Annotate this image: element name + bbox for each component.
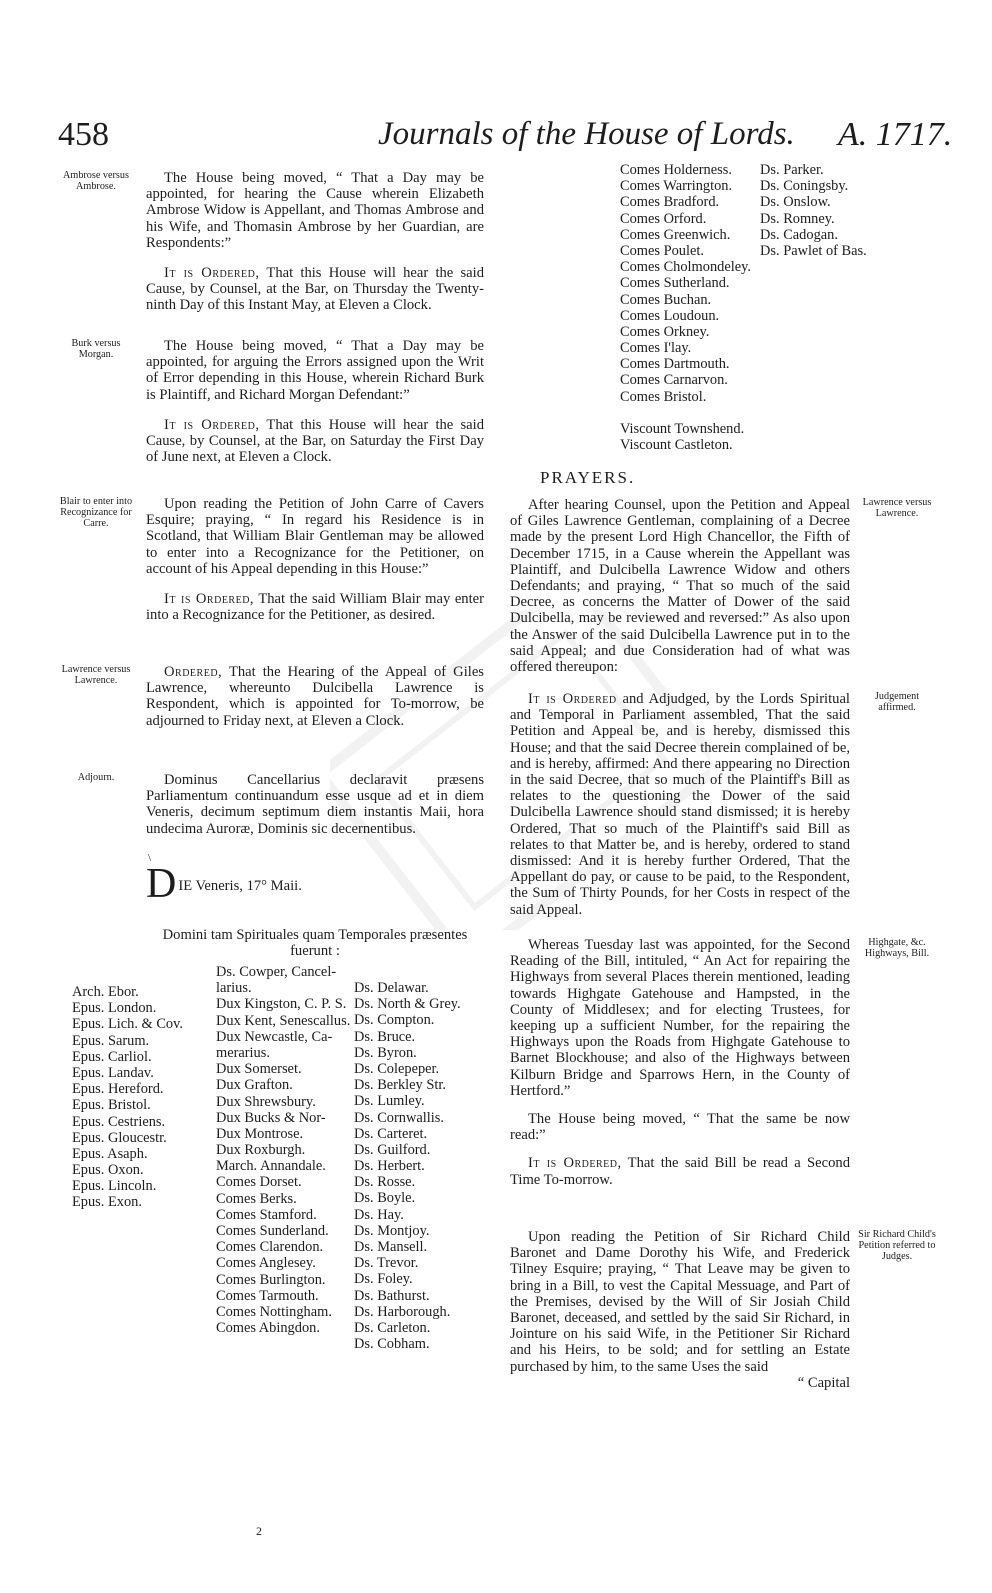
margin-note: Judgement affirmed. [874, 691, 920, 713]
lord-name: Epus. London. [72, 1000, 157, 1017]
lord-name: Ds. North & Grey. [354, 996, 461, 1013]
order-paragraph [510, 1155, 850, 1187]
lord-name: Arch. Ebor. [72, 984, 139, 1000]
lord-name: Ds. Pawlet of Bas. [760, 242, 867, 259]
lord-name: Ds. Romney. [760, 210, 835, 227]
lord-name: Comes Sutherland. [620, 275, 730, 292]
lord-name [620, 405, 751, 421]
lord-name: Ds. Rosse. [354, 1174, 416, 1191]
lord-name: Ds. Hay. [354, 1206, 404, 1223]
order-lead: Ordered, [164, 664, 223, 680]
order-lead: It is Ordered, [528, 1155, 622, 1172]
margin-note: Adjourn. [77, 772, 115, 783]
lord-name: Comes Burlington. [216, 1271, 326, 1288]
entry-blair [146, 496, 484, 623]
margin-note: Sir Richard Child's Petition referred to Judges. [858, 1229, 936, 1262]
lord-name: Ds. Berkley Str. [354, 1077, 446, 1094]
order-lead: It is Ordered, [164, 416, 260, 433]
paragraph: Upon reading the Petition of John Carre of Cavers Esquire; praying, “ In regard his Residence is in Scotland, that William Blair Gentleman may be allowed to enter into a Recognizance for the Petitioner, on account of his Appeal depending in this House:” [146, 496, 484, 577]
lord-name: Dux Bucks & Nor- [216, 1109, 326, 1126]
lord-name: Comes Loudoun. [620, 307, 720, 324]
margin-note: Blair to enter into Recognizance for Carre. [59, 496, 133, 529]
lord-name: Ds. Bruce. [354, 1028, 416, 1045]
paragraph: Whereas Tuesday last was appointed, for the Second Reading of the Bill, intituled, “ An Act for repairing the Highways from several Places therein mentioned, leading towards Highgate Gatehouse and Hampsted, in the County of Middlesex; and for electing Trustees, for keeping up a sufficient Number, for the repairing the Highways upon the Roads from Highgate Gatehouse to Barnet Blockhouse; and also of the Highways between Kilburn Bridge and Sparrows Hern, in the County of Hertford.” [510, 937, 850, 1099]
signature-mark: 2 [256, 1524, 262, 1538]
barons-list-continued [760, 162, 867, 259]
lord-name: Comes Greenwich. [620, 226, 731, 243]
lord-name: Ds. Lumley. [354, 1093, 425, 1110]
lord-name: Ds. Boyle. [354, 1190, 416, 1207]
order-paragraph [510, 691, 850, 918]
lord-name: Comes Warrington. [620, 178, 733, 195]
lord-name: Comes Holderness. [620, 162, 732, 178]
lord-name: Epus. Carliol. [72, 1048, 152, 1065]
printer-mark: \ [148, 852, 152, 864]
lord-name: Viscount Townshend. [620, 421, 745, 437]
lords-spiritual-list [72, 984, 183, 1211]
lord-name: Dux Montrose. [216, 1125, 304, 1142]
margin-note: Lawrence versus Lawrence. [862, 497, 932, 519]
order-paragraph [146, 664, 484, 729]
lord-name: Dux Roxburgh. [216, 1142, 306, 1159]
lord-name: Epus. Lincoln. [72, 1178, 157, 1195]
lord-name: Comes Carnarvon. [620, 372, 728, 389]
lord-name: Ds. Parker. [760, 162, 824, 178]
lord-name: Ds. Guilford. [354, 1141, 431, 1158]
lord-name: Comes Nottingham. [216, 1303, 332, 1320]
entry-highways-bill [510, 937, 850, 1188]
lord-name: Comes Tarmouth. [216, 1287, 319, 1304]
lord-name: Comes Poulet. [620, 242, 704, 259]
sitting-date: IE Veneris, 17° Maii. [178, 878, 302, 894]
lord-name: Ds. Bathurst. [354, 1287, 430, 1304]
lord-name: Dux Kent, Senescallus. [216, 1012, 351, 1029]
sitting-heading [146, 861, 302, 907]
drop-cap: D [146, 861, 177, 907]
lord-name: Epus. Exon. [72, 1194, 142, 1211]
lord-name: Epus. Bristol. [72, 1097, 151, 1114]
margin-note: Lawrence versus Lawrence. [61, 664, 131, 686]
entry-burk [146, 338, 484, 465]
order-lead: It is Ordered [528, 691, 617, 707]
lord-name: Epus. Landav. [72, 1064, 154, 1081]
paragraph: Upon reading the Petition of Sir Richard Child Baronet and Dame Dorothy his Wife, and Frederick Tilney Esquire; praying, “ That Leave may be given to bring in a Bill, to vest the Capital Messuage, and Part of the Premises, devised by the Will of Sir Josiah Child Baronet, deceased, and settled by the said Sir Richard, in Jointure on his said Wife, in the Petitioner Sir Richard and his Heirs, to be sold; and for settling an Estate purchased by him, to the same Uses the said [510, 1229, 850, 1375]
lord-name: Epus. Lich. & Cov. [72, 1016, 183, 1033]
lord-name: Dux Newcastle, Ca- [216, 1028, 333, 1045]
lord-name: Epus. Oxon. [72, 1162, 144, 1179]
barons-list [354, 980, 461, 1352]
lord-name: Ds. Cowper, Cancel- [216, 964, 337, 980]
paragraph: The House being moved, “ That a Day may be appointed, for arguing the Errors assigned upon the Writ of Error depending in this House, wherein Richard Burk is Plaintiff, and Richard Morgan Defendant:” [146, 338, 484, 403]
paragraph: The House being moved, “ That a Day may be appointed, for hearing the Cause wherein Elizabeth Ambrose Widow is Appellant, and Thomas Ambrose and his Wife, and Thomasin Ambrose by her Guardian, are Respondents:” [146, 170, 484, 251]
page-number: 458 [58, 116, 109, 153]
paragraph: Dominus Cancellarius declaravit præsens Parliamentum continuandum esse usque ad et in diem Veneris, decimum septimum diem instantis Maii, hora undecima Auroræ, Dominis sic decernentibus. [146, 772, 484, 837]
lord-name: Comes Bristol. [620, 388, 707, 405]
order-text: That the Hearing of the Appeal of Giles Lawrence, whereunto Dulcibella Lawrence is Respondent, which is appointed for To-morrow, be adjourned to Friday next, at Eleven a Clock. [146, 664, 484, 729]
lord-name: Comes Bradford. [620, 194, 720, 211]
margin-note: Ambrose versus Ambrose. [63, 170, 129, 192]
lord-name: Ds. Foley. [354, 1271, 413, 1288]
lord-name: Ds. Trevor. [354, 1255, 419, 1272]
entry-adjourn [146, 772, 484, 837]
entry-lawrence [146, 664, 484, 729]
entry-child-petition [510, 1229, 850, 1391]
lord-name: Comes Orford. [620, 210, 707, 227]
lord-name: Dux Somerset. [216, 1061, 302, 1078]
lord-name: Comes Buchan. [620, 291, 712, 308]
lord-name: Comes I'lay. [620, 340, 692, 357]
paragraph: The House being moved, “ That the same be now read:” [510, 1111, 850, 1144]
lord-name: Ds. Byron. [354, 1044, 417, 1061]
running-title: Journals of the House of Lords. [378, 116, 795, 152]
lord-name: Viscount Castleton. [620, 437, 733, 454]
lord-name: Epus. Gloucestr. [72, 1129, 167, 1146]
order-paragraph [146, 265, 484, 314]
order-text: That the said Bill be read a Second Time To-morrow. [510, 1155, 850, 1188]
order-lead: It is Ordered, [164, 591, 255, 608]
lord-name: Epus. Cestriens. [72, 1113, 166, 1130]
lord-name: Comes Abingdon. [216, 1320, 320, 1337]
lord-name: Ds. Onslow. [760, 194, 831, 211]
order-paragraph [146, 591, 484, 623]
lords-temporal-list [216, 964, 350, 1336]
lord-name: Epus. Hereford. [72, 1081, 164, 1098]
lord-name: merarius. [216, 1044, 270, 1061]
lord-name: Ds. Delawar. [354, 980, 429, 996]
lord-name: Dux Kingston, C. P. S. [216, 996, 347, 1013]
lord-name: Ds. Montjoy. [354, 1222, 430, 1239]
earls-list-continued [620, 162, 751, 453]
lord-name: larius. [216, 980, 252, 997]
entry-lawrence-appeal [510, 497, 850, 675]
lord-name: Ds. Mansell. [354, 1239, 428, 1255]
order-text: That this House will hear the said Cause, by Counsel, at the Bar, on Saturday the First Day of June next, at Eleven a Clock. [146, 416, 484, 466]
order-lead: It is Ordered, [164, 265, 260, 282]
running-year: A. 1717. [838, 116, 953, 153]
lord-name: Comes Cholmondeley. [620, 259, 751, 276]
catchword: “ Capital [797, 1374, 850, 1391]
lord-name: Ds. Cadogan. [760, 226, 838, 243]
lord-name: Epus. Asaph. [72, 1145, 148, 1162]
paragraph: After hearing Counsel, upon the Petition and Appeal of Giles Lawrence Gentleman, complaining of a Decree made by the present Lord High Chancellor, the Fifth of December 1715, in a Cause wherein the Appellant was Plaintiff, and Dulcibella Lawrence Widow and others Defendants; and praying, “ That so much of the said Decree, as concerns the Matter of Dower of the said Dulcibella, may be reviewed and reversed:” As also upon the Answer of the said Dulcibella Lawrence put in to the said Appeal; and due Consideration had of what was offered thereupon: [510, 497, 850, 676]
lord-name: Ds. Coningsby. [760, 178, 849, 195]
lord-name: Dux Grafton. [216, 1077, 293, 1094]
lord-name: Comes Berks. [216, 1190, 297, 1207]
section-heading-prayers: PRAYERS. [540, 468, 636, 487]
lord-name: Epus. Sarum. [72, 1032, 150, 1049]
lord-name: Comes Dorset. [216, 1174, 302, 1191]
lord-name: Comes Dartmouth. [620, 356, 730, 373]
lord-name: Ds. Colepeper. [354, 1060, 440, 1077]
lord-name: Dux Shrewsbury. [216, 1093, 316, 1110]
lord-name: Ds. Carteret. [354, 1125, 428, 1142]
lord-name: March. Annandale. [216, 1158, 326, 1175]
lord-name: Ds. Carleton. [354, 1319, 431, 1336]
lord-name: Ds. Harborough. [354, 1303, 451, 1320]
lord-name: Ds. Cobham. [354, 1336, 430, 1353]
entry-ambrose [146, 170, 484, 314]
lord-name: Comes Anglesey. [216, 1255, 316, 1272]
order-text: That the said William Blair may enter into a Recognizance for the Petitioner, as desired. [146, 591, 484, 624]
lord-name: Comes Orkney. [620, 323, 710, 340]
margin-note: Highgate, &c. Highways, Bill. [864, 937, 930, 959]
order-text: and Adjudged, by the Lords Spiritual and Temporal in Parliament assembled, That the said Petition and Appeal be, and is hereby, dismissed this House; and that the said Decree therein complained of be, and is hereby, affirmed: And there appearing no Direction in the said Decree, that so much of the Plaintiff's Bill as relates to the questioning the Dower of the said Dulcibella Lawrence should stand dismissed; it is hereby Ordered, That so much of the Plaintiff's said Bill as relates to that Matter be, and is hereby, ordered to stand dismissed: And it is hereby further Ordered, That the Appellant do pay, or cause to be paid, to the Respondent, the Sum of Thirty Pounds, for her Costs in respect of the said Appeal. [510, 691, 850, 918]
attendance-heading: Domini tam Spirituales quam Temporales præsentes fuerunt : [162, 927, 468, 960]
entry-judgement [510, 691, 850, 918]
lord-name: Comes Clarendon. [216, 1239, 324, 1256]
order-paragraph [146, 417, 484, 466]
margin-note: Burk versus Morgan. [71, 338, 121, 360]
order-text: That this House will hear the said Cause, by Counsel, at the Bar, on Thursday the Twenty-ninth Day of this Instant May, at Eleven a Clock. [146, 265, 484, 314]
lord-name: Comes Sunderland. [216, 1223, 329, 1239]
lord-name: Ds. Compton. [354, 1012, 435, 1029]
lord-name: Ds. Herbert. [354, 1158, 425, 1175]
lord-name: Comes Stamford. [216, 1206, 317, 1223]
lord-name: Ds. Cornwallis. [354, 1109, 444, 1126]
